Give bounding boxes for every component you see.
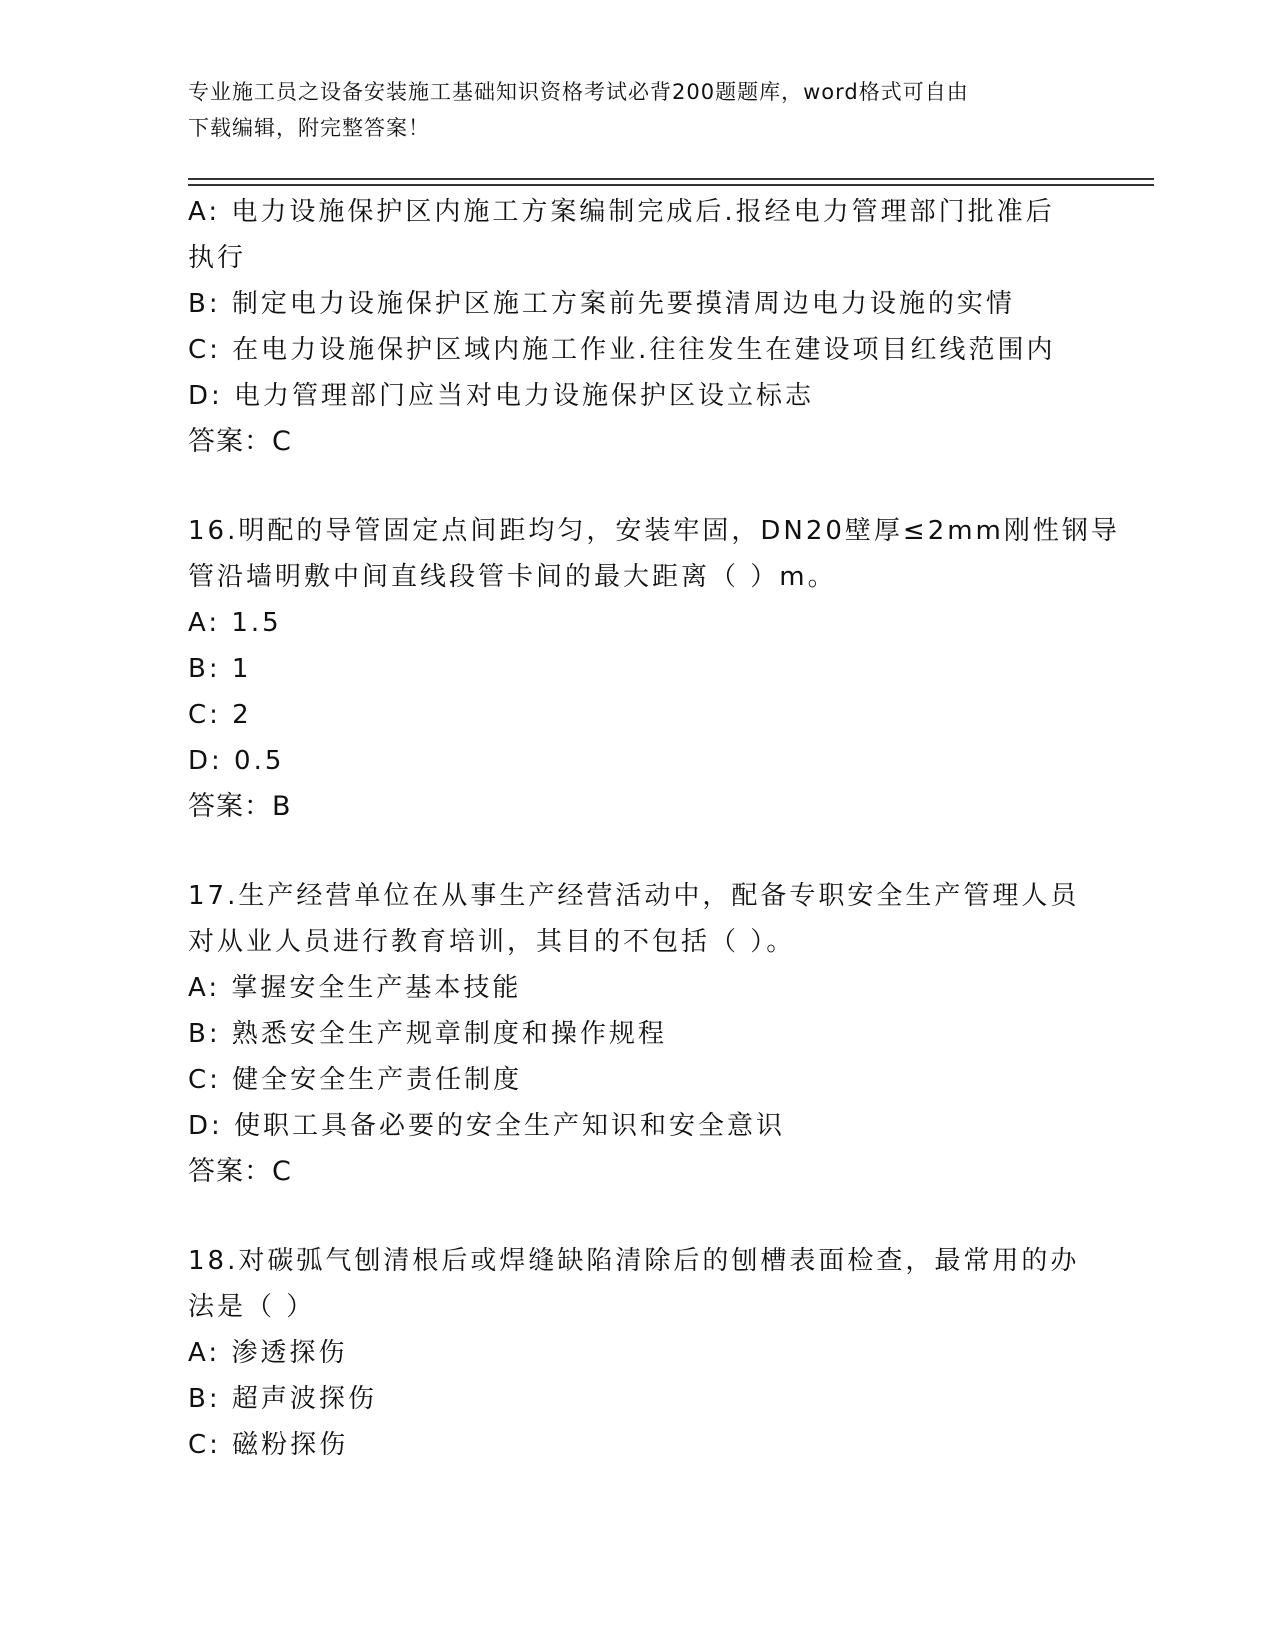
spacer: [188, 1195, 1088, 1238]
question-18: [188, 1238, 1088, 1468]
question-content: [188, 189, 1120, 1468]
question-15: [188, 189, 1088, 465]
question-stem-continued: 法是（ ）: [188, 1292, 316, 1322]
question-stem-continued: 对从业人员进行教育培训，其目的不包括（ ）。: [188, 927, 796, 957]
option-c: C: 健全安全生产责任制度: [188, 1065, 523, 1095]
option-a: A: 电力设施保护区内施工方案编制完成后.报经电力管理部门批准后: [188, 197, 1055, 227]
spacer: [188, 830, 1088, 873]
option-b: B: 超声波探伤: [188, 1384, 377, 1414]
option-b: B: 熟悉安全生产规章制度和操作规程: [188, 1019, 667, 1049]
question-17: [188, 873, 1088, 1195]
option-a: A: 渗透探伤: [188, 1338, 348, 1368]
question-stem-continued: 管沿墙明敷中间直线段管卡间的最大距离（ ）m。: [188, 562, 837, 592]
header-divider-top: [188, 178, 1154, 180]
option-d: D: 电力管理部门应当对电力设施保护区设立标志: [188, 381, 815, 411]
question-16: [188, 508, 1120, 830]
option-c: C: 2: [188, 700, 252, 730]
answer-line: 答案：C: [188, 1156, 292, 1187]
option-c: C: 磁粉探伤: [188, 1430, 349, 1460]
header-divider-bottom: [188, 184, 1154, 186]
spacer: [188, 465, 1088, 508]
option-c: C: 在电力设施保护区域内施工作业.往往发生在建设项目红线范围内: [188, 335, 1056, 365]
option-d: D: 0.5: [188, 746, 285, 776]
answer-line: 答案：B: [188, 791, 292, 822]
option-b: B: 1: [188, 654, 252, 684]
header-line-1: 专业施工员之设备安装施工基础知识资格考试必背200题题库，word格式可自由: [188, 80, 969, 104]
option-a-continued: 执行: [188, 243, 247, 273]
question-stem: 17.生产经营单位在从事生产经营活动中，配备专职安全生产管理人员: [188, 881, 1080, 911]
document-header: [188, 74, 1068, 146]
option-d: D: 使职工具备必要的安全生产知识和安全意识: [188, 1111, 786, 1141]
answer-line: 答案：C: [188, 426, 292, 457]
question-stem: 16.明配的导管固定点间距均匀，安装牢固，DN20壁厚≤2mm刚性钢导: [188, 516, 1120, 546]
option-a: A: 掌握安全生产基本技能: [188, 973, 522, 1003]
option-a: A: 1.5: [188, 608, 282, 638]
header-line-2: 下载编辑，附完整答案！: [188, 116, 430, 140]
option-b: B: 制定电力设施保护区施工方案前先要摸清周边电力设施的实情: [188, 289, 1015, 319]
question-stem: 18.对碳弧气刨清根后或焊缝缺陷清除后的刨槽表面检查，最常用的办: [188, 1246, 1080, 1276]
